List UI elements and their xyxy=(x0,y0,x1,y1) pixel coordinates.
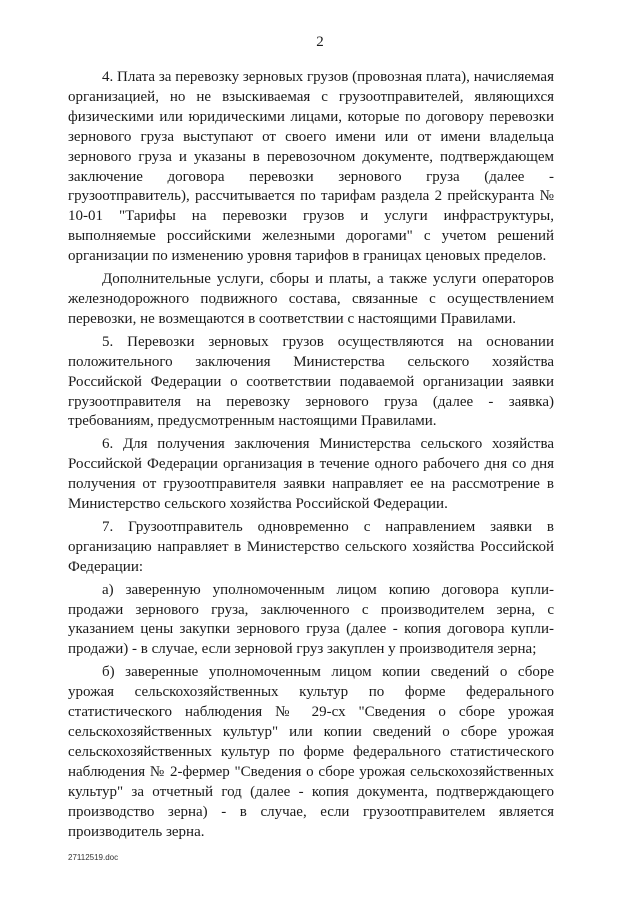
paragraph-7: 7. Грузоотправитель одновременно с направлением заявки в организацию направляет в Министерство сельского хозяйства Российской Федерации: xyxy=(68,518,554,575)
subparagraph-b: б) заверенные уполномоченным лицом копии сведений о сборе урожая сельскохозяйственных культур по форме федерального статистического наблюдения № 29-сх "Сведения о сборе урожая сельскохозяйственных культур" или копии сведений о сборе урожая сельскохозяйственных культур по форме федерального статистического наблюдения № 2-фермер "Сведения о сборе урожая сельскохозяйственных культур" за отчетный год (далее - копия документа, подтверждающего производство зерна) - в случае, если грузоотправителем является производитель зерна. xyxy=(68,664,554,840)
document-body xyxy=(68,68,554,845)
document-file-code: 27112519.doc xyxy=(68,853,119,862)
paragraph-additional-services: Дополнительные услуги, сборы и платы, а также услуги операторов железнодорожного подвижного состава, связанные с осуществлением перевозки, не возмещаются в соответствии с настоящими Правилами. xyxy=(68,271,554,327)
page-number: 2 xyxy=(316,34,324,50)
paragraph-4: 4. Плата за перевозку зерновых грузов (провозная плата), начисляемая организацией, но не взыскиваемая с грузоотправителей, являющихся физическими или юридическими лицами, которые по договору перевозки зернового груза выступают от своего имени или от имени владельца зернового груза и указаны в перевозочном документе, подтверждающем заключение договора перевозки зернового груза (далее - грузоотправитель), рассчитывается по тарифам раздела 2 прейскуранта № 10-01 "Тарифы на перевозки грузов и услуги инфраструктуры, выполняемые российскими железными дорогами" с учетом решений организации по изменению уровня тарифов в границах ценовых пределов. xyxy=(68,69,554,265)
subparagraph-a: а) заверенную уполномоченным лицом копию договора купли-продажи зернового груза, заключенного с производителем зерна, с указанием цены закупки зернового груза (далее - копия договора купли-продажи) - в случае, если зерновой груз закуплен у производителя зерна; xyxy=(68,581,554,658)
paragraph-5: 5. Перевозки зерновых грузов осуществляются на основании положительного заключения Министерства сельского хозяйства Российской Федерации о соответствии подаваемой организации заявки грузоотправителя на перевозку зернового груза (далее - заявка) требованиям, предусмотренным настоящими Правилами. xyxy=(68,333,554,430)
paragraph-6: 6. Для получения заключения Министерства сельского хозяйства Российской Федерации организация в течение одного рабочего дня со дня получения от грузоотправителя заявки направляет ее на рассмотрение в Министерство сельского хозяйства Российской Федерации. xyxy=(68,436,554,513)
